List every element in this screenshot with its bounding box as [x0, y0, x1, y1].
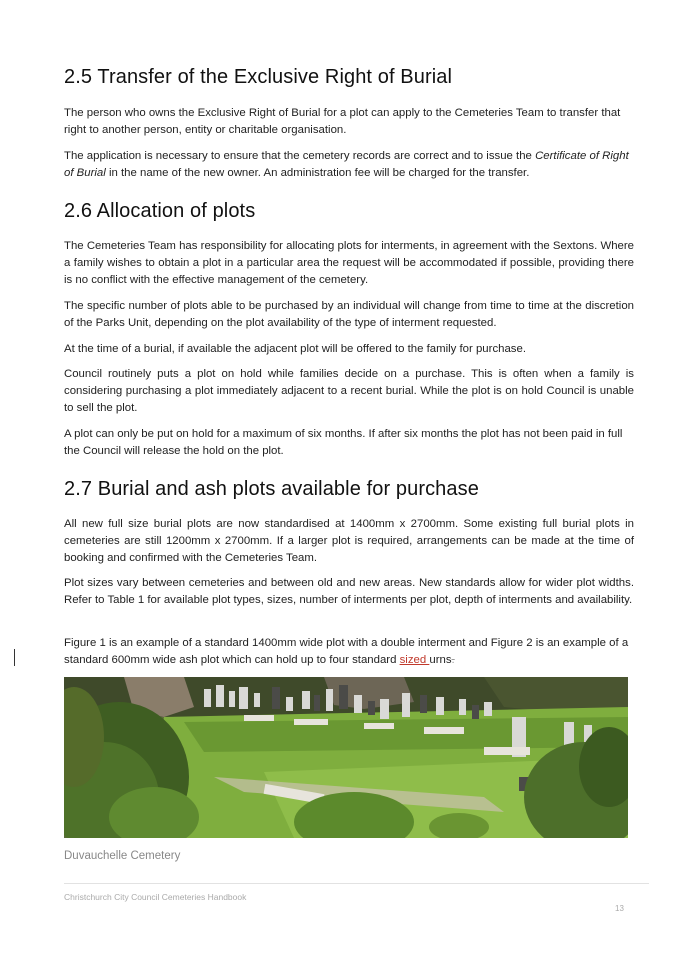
paragraph: Plot sizes vary between cemeteries and between old and new areas. New standards allow for wider plot widths. Refer to Table 1 for available plot types, sizes, number of interments per plot, depth of interments and availability. [64, 577, 634, 606]
page-number: 13 [615, 904, 624, 913]
cemetery-photo [64, 677, 628, 838]
track-change-bar [14, 649, 15, 666]
heading-2-6: 2.6 Allocation of plots [64, 200, 256, 222]
paragraph: The application is necessary to ensure that the cemetery records are correct and to issue the Certificate of Right of Burial in the name of the new owner. An administration fee will be charged for the transfer. [64, 150, 629, 179]
heading-2-5: 2.5 Transfer of the Exclusive Right of Burial [64, 66, 453, 88]
footer-title: Christchurch City Council Cemeteries Handbook [64, 892, 247, 902]
paragraph: A plot can only be put on hold for a maximum of six months. If after six months the plot has not been paid in full the Council will release the hold on the plot. [64, 428, 623, 457]
deleted-text: . [451, 654, 455, 666]
footer-divider [64, 883, 649, 884]
heading-2-7: 2.7 Burial and ash plots available for purchase [64, 478, 479, 500]
paragraph: At the time of a burial, if available the adjacent plot will be offered to the family for purchase. [64, 343, 526, 355]
paragraph: The specific number of plots able to be purchased by an individual will change from time to time at the discretion of the Parks Unit, depending on the plot availability of the type of interment requested. [64, 300, 634, 329]
figure-caption: Duvauchelle Cemetery [64, 850, 181, 862]
paragraph: Council routinely puts a plot on hold while families decide on a purchase. This is often when a family is considering purchasing a plot immediately adjacent to a recent burial. While the plot is on hold Council is unable to sell the plot. [64, 368, 634, 414]
inserted-text: sized [399, 654, 430, 666]
certificate-term: Certificate of Right of Burial [64, 150, 629, 179]
cemetery-photo-illustration [64, 677, 628, 838]
paragraph: Figure 1 is an example of a standard 1400mm wide plot with a double interment and Figure 2 is an example of a standard 600mm wide ash plot which can hold up to four standard sized urns. [64, 637, 629, 666]
paragraph: The Cemeteries Team has responsibility for allocating plots for interments, in agreement with the Sextons. Where a family wishes to obtain a plot in a particular area the request will be accommodated if possible, providing there is no conflict with the effective management of the cemetery. [64, 240, 634, 286]
paragraph: The person who owns the Exclusive Right of Burial for a plot can apply to the Cemeteries Team to transfer that right to another person, entity or charitable organisation. [64, 107, 621, 136]
paragraph: All new full size burial plots are now standardised at 1400mm x 2700mm. Some existing full burial plots in cemeteries are still 1200mm x 2700mm. If a larger plot is required, arrangements can be made at the time of booking and confirmed with the Cemeteries Team. [64, 518, 634, 564]
